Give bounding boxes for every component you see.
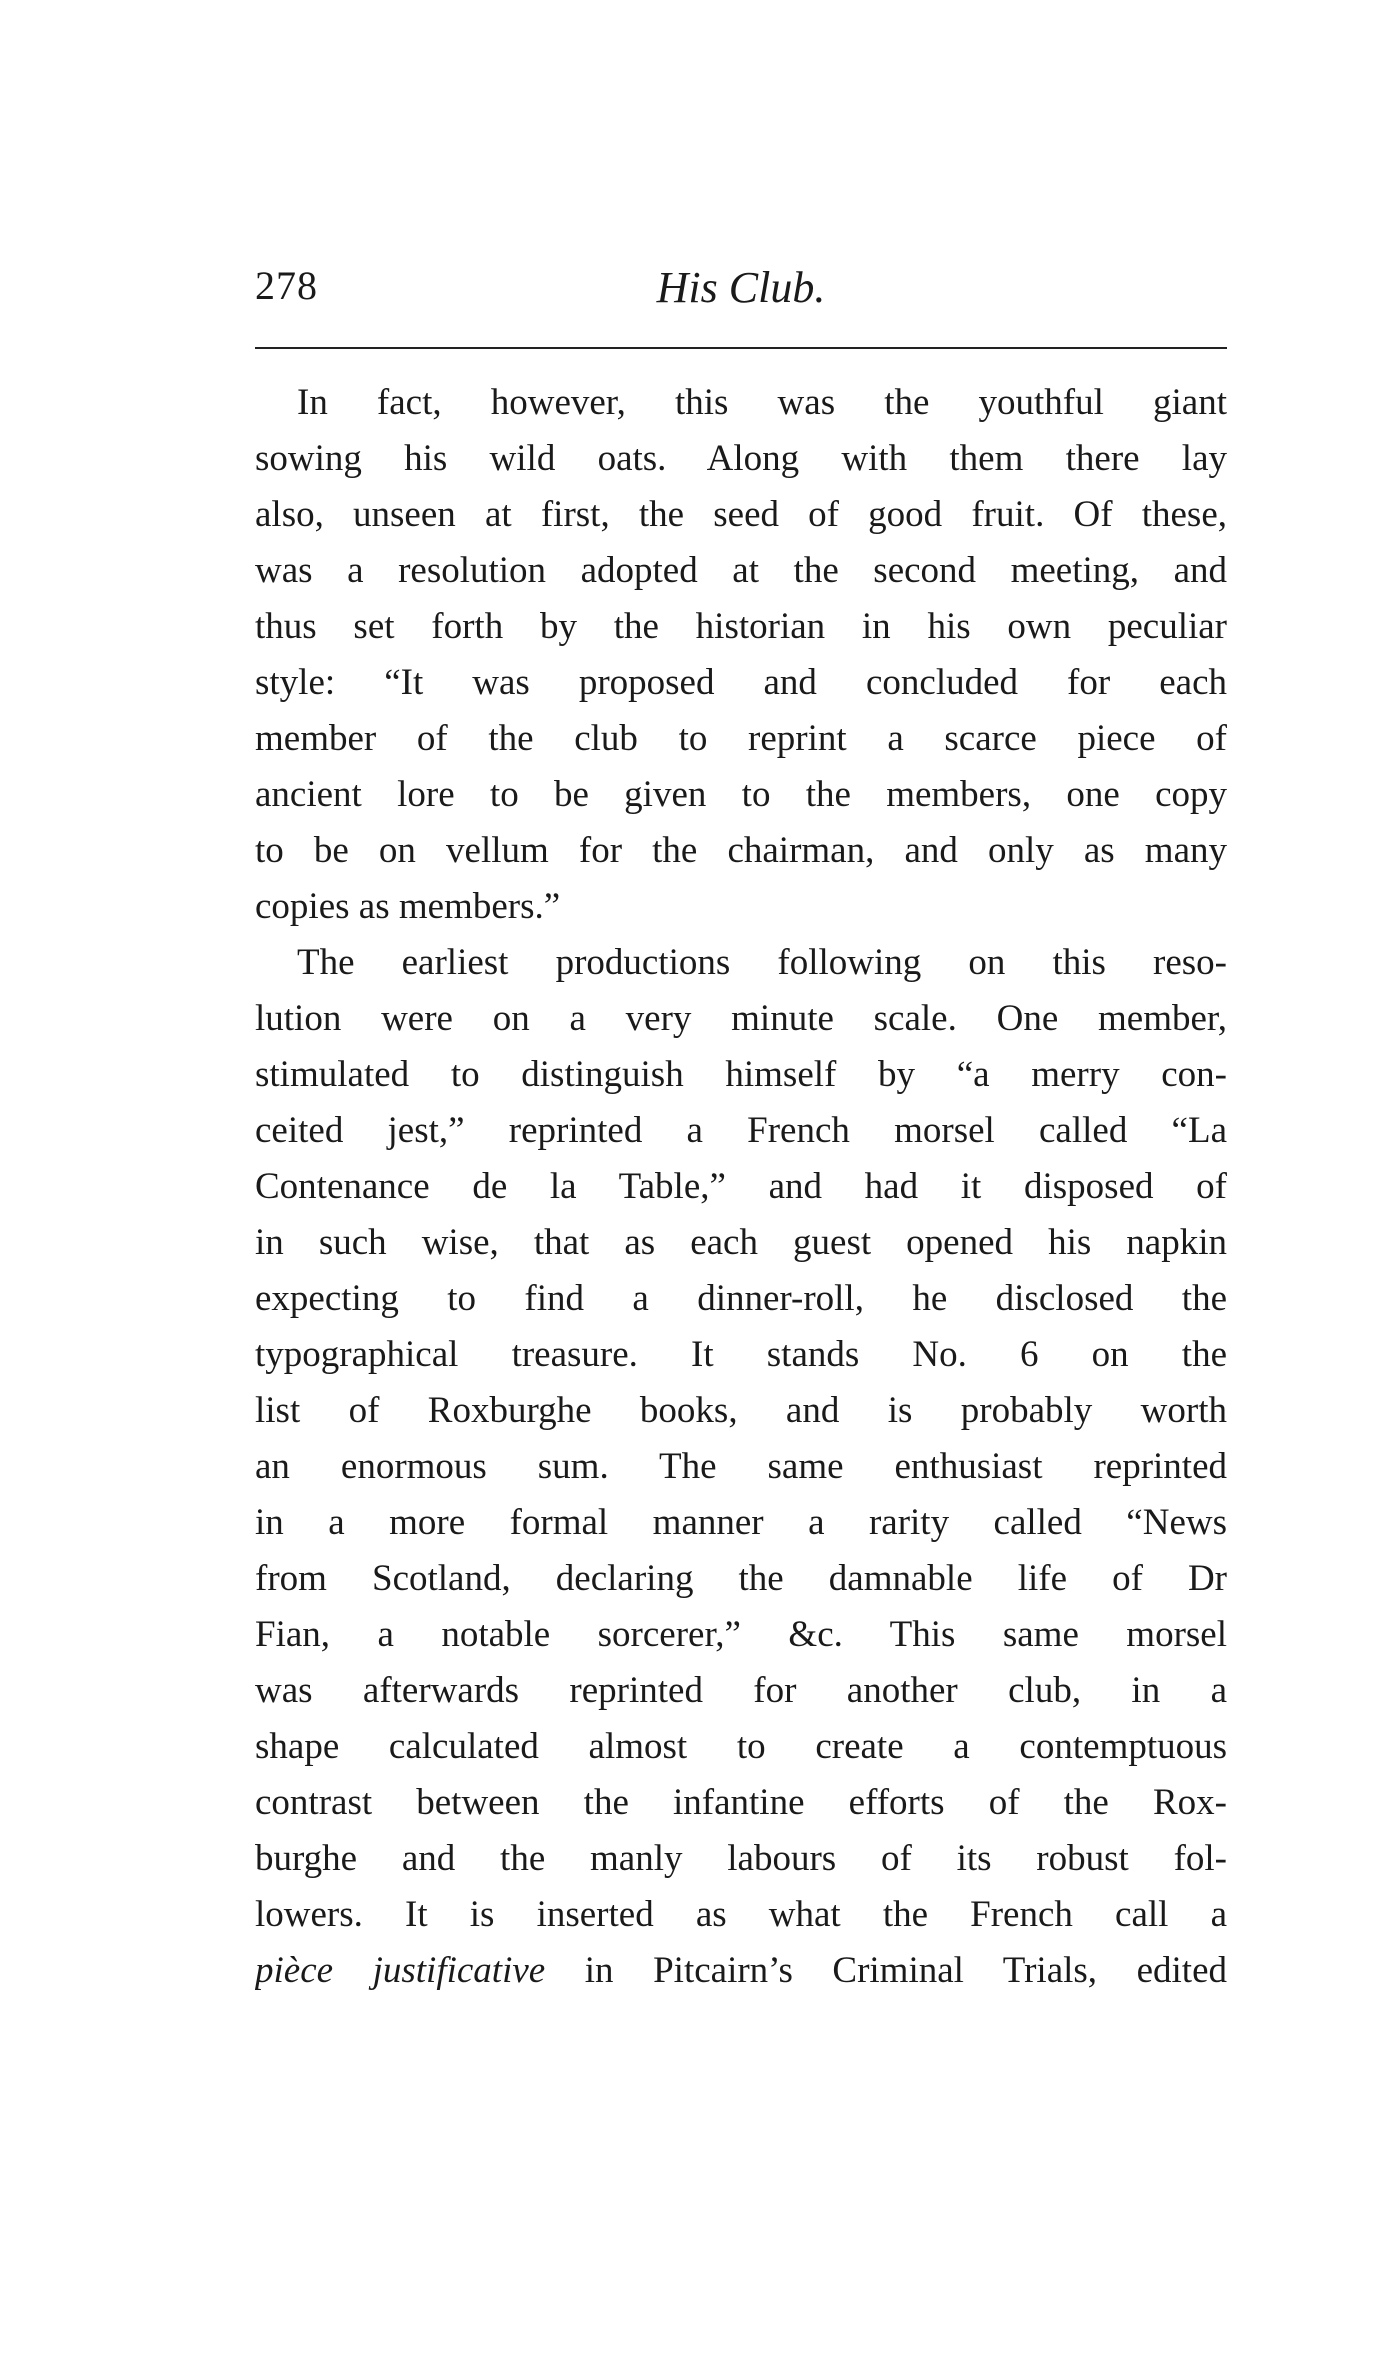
text-line: from Scotland, declaring the damnable life of Dr	[255, 1558, 1227, 1599]
text-line-final	[255, 1943, 1227, 1999]
text-line: ceited jest,” reprinted a French morsel called “La	[255, 1110, 1227, 1151]
text-line: was a resolution adopted at the second meeting, and	[255, 550, 1227, 591]
text-line: style: “It was proposed and concluded for each	[255, 662, 1227, 703]
text-line: Fian, a notable sorcerer,” &c. This same morsel	[255, 1614, 1227, 1655]
text-line: The earliest productions following on this reso-	[297, 942, 1227, 983]
text-line: Contenance de la Table,” and had it disposed of	[255, 1166, 1227, 1207]
text-line: In fact, however, this was the youthful giant	[297, 382, 1227, 423]
text-line: member of the club to reprint a scarce piece of	[255, 718, 1227, 759]
running-title: His Club.	[656, 263, 826, 312]
text-line: an enormous sum. The same enthusiast reprinted	[255, 1446, 1227, 1487]
text-line: copies as members.”	[255, 886, 561, 927]
text-line: also, unseen at first, the seed of good fruit. Of these,	[255, 494, 1227, 535]
text-line: lution were on a very minute scale. One member,	[255, 998, 1227, 1039]
text-line: sowing his wild oats. Along with them there lay	[255, 438, 1227, 479]
text-line: typographical treasure. It stands No. 6 on the	[255, 1334, 1227, 1375]
text-line: in such wise, that as each guest opened his napkin	[255, 1222, 1227, 1263]
body-text	[255, 375, 1227, 1999]
text-line: in a more formal manner a rarity called “News	[255, 1502, 1227, 1543]
text-line: shape calculated almost to create a contemptuous	[255, 1726, 1227, 1767]
running-head	[255, 262, 1227, 322]
text-line: was afterwards reprinted for another club, in a	[255, 1670, 1227, 1711]
final-line-rest: in Pitcairn’s Criminal Trials, edited	[545, 1950, 1227, 1991]
text-line: list of Roxburghe books, and is probably worth	[255, 1390, 1227, 1431]
text-line: contrast between the infantine efforts of the Rox-	[255, 1782, 1227, 1823]
text-line: to be on vellum for the chairman, and only as many	[255, 830, 1227, 871]
text-line: burghe and the manly labours of its robust fol-	[255, 1838, 1227, 1879]
text-line: ancient lore to be given to the members, one copy	[255, 774, 1227, 815]
italic-phrase: pièce justificative	[255, 1950, 546, 1991]
page-number: 278	[255, 263, 318, 308]
text-line: thus set forth by the historian in his own peculiar	[255, 606, 1227, 647]
header-rule	[255, 347, 1227, 349]
text-line: expecting to find a dinner-roll, he disclosed the	[255, 1278, 1227, 1319]
text-line: stimulated to distinguish himself by “a merry con-	[255, 1054, 1227, 1095]
text-line: lowers. It is inserted as what the French call a	[255, 1894, 1227, 1935]
